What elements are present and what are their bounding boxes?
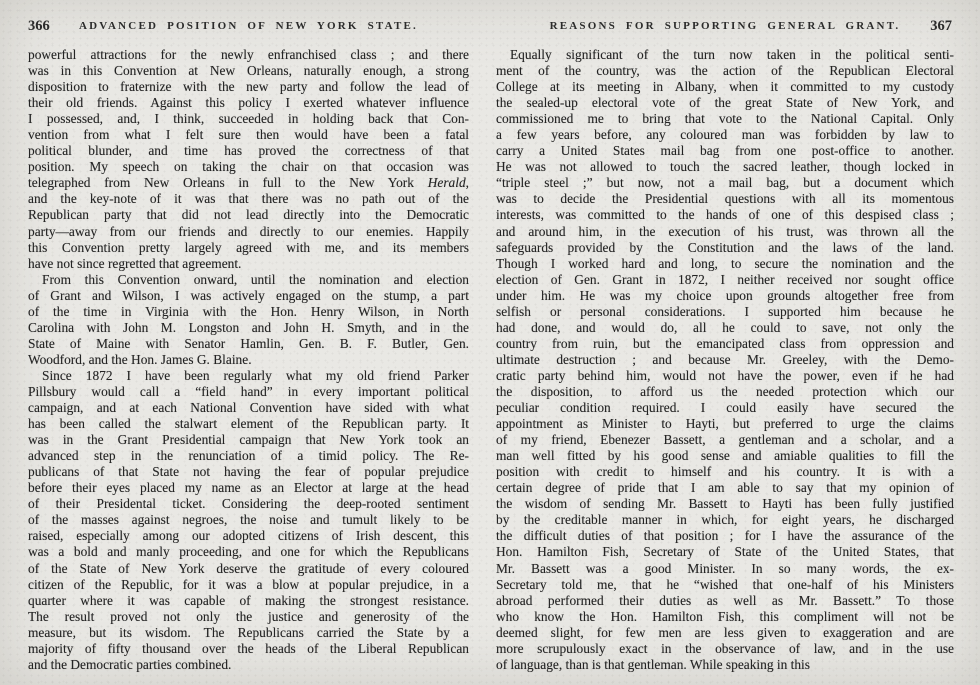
text-line: of their Presidental ticket. Considering the deep-rooted sentiment xyxy=(28,496,469,512)
text-line: who know the Hon. Hamilton Fish, this compliment will not be xyxy=(496,608,954,624)
text-line: cratic party behind him, would not have the power, even if he had xyxy=(496,367,954,383)
text-line: has been called the stalwart element of the Republican party. It xyxy=(28,416,469,432)
text-line: was to decide the Presidential questions with all its momentous xyxy=(496,191,954,207)
text-line: appointment as Minister to Hayti, but preferred to urge the claims xyxy=(496,416,954,432)
page-header xyxy=(496,20,954,38)
text-line: College at its meeting in Albany, when it committed to my custody xyxy=(496,79,954,95)
text-line: Pillsbury would call a “field hand” in every important political xyxy=(28,383,469,399)
text-line: publicans of that State not having the fear of popular prejudice xyxy=(28,464,469,480)
text-line: peculiar condition required. I could easily have secured the xyxy=(496,400,954,416)
text-line: Woodford, and the Hon. James G. Blaine. xyxy=(28,351,252,367)
text-line: of Grant and Wilson, I was actively engaged on the stump, a part xyxy=(28,287,469,303)
text-line: commissioned me to bring that vote to the National Capital. Only xyxy=(496,111,954,127)
text-line: selfish or personal considerations. I supported him because he xyxy=(496,303,954,319)
text-line: party—away from our friends and directly to our enemies. Happily xyxy=(28,223,469,239)
text-line: deemed slight, for few men are less given to exaggeration and are xyxy=(496,624,954,640)
text-line: citizen of the Republic, for it was a blow at popular prejudice, in a xyxy=(28,576,469,592)
text-line: interests, was committed to the hands of one of this despised class ; xyxy=(496,207,954,223)
text-line: abroad performed their duties as well as Mr. Bassett.” To those xyxy=(496,592,954,608)
text-line: the wisdom of sending Mr. Bassett to Hayti has been fully justified xyxy=(496,496,954,512)
text-line: Republican party that did not lead directly into the Democratic xyxy=(28,207,469,223)
text-line: Hon. Hamilton Fish, Secretary of State of the United States, that xyxy=(496,544,954,560)
text-line: safeguards provided by the Constitution and the laws of the land. xyxy=(496,239,954,255)
text-line: was a bold and manly proceeding, and one for which the Republicans xyxy=(28,544,469,560)
text-line: Equally significant of the turn now taken in the political senti- xyxy=(510,47,954,62)
text-line: was in the Grant Presidential campaign that New York took an xyxy=(28,432,469,448)
text-line: “triple steel ;” but now, not a mail bag, but a document which xyxy=(496,175,954,191)
text-line: of the masses against negroes, the noise and tumult likely to be xyxy=(28,512,469,528)
text-line: man well fitted by his good sense and amiable qualities to fill the xyxy=(496,448,954,464)
page-number: 366 xyxy=(28,18,50,34)
text-line: disposition to fraternize with the new party and follow the lead of xyxy=(28,79,469,95)
text-line: and the Democratic parties combined. xyxy=(28,656,232,672)
text-line: and the key-note of it was that there was no path out of the xyxy=(28,191,469,207)
text-line: by the creditable manner in which, for eight years, he discharged xyxy=(496,512,954,528)
text-line: powerful attractions for the newly enfranchised class ; and there xyxy=(28,47,469,62)
text-line: measure, but its wisdom. The Republicans carried the State by a xyxy=(28,624,469,640)
text-line: ultimate destruction ; and because Mr. Greeley, with the Demo- xyxy=(496,351,954,367)
page-366 xyxy=(28,20,469,673)
text-line: position. My speech on taking the chair on that occasion was xyxy=(28,159,469,175)
page-number: 367 xyxy=(930,18,952,34)
text-line: He was not allowed to touch the sacred leather, though locked in xyxy=(496,159,954,175)
text-line: their old friends. Against this policy I exerted whatever influence xyxy=(28,95,469,111)
text-line: the difficult duties of that position ; for I have the assurance of the xyxy=(496,528,954,544)
text-line: Mr. Bassett was a good Minister. In so many words, the ex- xyxy=(496,560,954,576)
text-line: and around him, in the execution of his trust, was thrown all the xyxy=(496,223,954,239)
text-line: the sealed-up electoral vote of the great State of New York, and xyxy=(496,95,954,111)
text-line: of my friend, Ebenezer Bassett, a gentleman and a scholar, and a xyxy=(496,432,954,448)
text-line: telegraphed from New Orleans in full to the New York Herald, xyxy=(28,175,469,191)
text-line: have not since regretted that agreement. xyxy=(28,255,242,271)
text-line: had done, and would do, all he could to save, not only the xyxy=(496,319,954,335)
text-line: election of Gen. Grant in 1872, I neither received nor sought office xyxy=(496,271,954,287)
text-line: country from ruin, but the emancipated class from oppression and xyxy=(496,335,954,351)
text-line: ment of the country, was the action of the Republican Electoral xyxy=(496,63,954,79)
text-line: before their eyes placed my name as an Elector at large at the head xyxy=(28,480,469,496)
text-line: the disposition, to afford us the needed protection which our xyxy=(496,383,954,399)
text-line: quarter where it was capable of making the strongest resistance. xyxy=(28,592,469,608)
page-body xyxy=(28,47,469,673)
text-line: vention from what I felt sure then would have been a fatal xyxy=(28,127,469,143)
running-head: REASONS FOR SUPPORTING GENERAL GRANT. xyxy=(549,20,901,32)
text-line: this Convention pretty largely agreed with me, and its members xyxy=(28,239,469,255)
text-line: The result proved not only the justice and generosity of the xyxy=(28,608,469,624)
text-line: I possessed, and, I think, succeeded in holding back that Con- xyxy=(28,111,469,127)
text-line: State of Maine with Senator Hamlin, Gen. B. F. Butler, Gen. xyxy=(28,335,469,351)
text-line: From this Convention onward, until the nomination and election xyxy=(42,271,469,287)
text-line: of the time in Virginia with the Hon. Henry Wilson, in North xyxy=(28,303,469,319)
page-body xyxy=(496,47,954,673)
text-line: was in this Convention at New Orleans, naturally enough, a strong xyxy=(28,63,469,79)
page-header xyxy=(28,20,469,38)
text-line: certain degree of pride that I am able to say that my opinion of xyxy=(496,480,954,496)
text-line: advanced step in the renunciation of a timid policy. The Re- xyxy=(28,448,469,464)
text-line: carry a United States mail bag from one post-office to another. xyxy=(496,143,954,159)
text-line: Though I worked hard and long, to secure the nomination and the xyxy=(496,255,954,271)
text-line: political blunder, and time has proved the correctness of that xyxy=(28,143,469,159)
text-line: of language, than is that gentleman. While speaking in this xyxy=(496,656,810,672)
text-line: more scrupulously exact in the observance of law, and in the use xyxy=(496,640,954,656)
page-367 xyxy=(496,20,954,673)
text-line: position with credit to himself and his country. It is with a xyxy=(496,464,954,480)
text-line: campaign, and at each National Convention have sided with what xyxy=(28,400,469,416)
text-line: raised, especially among our adopted citizens of Irish descent, this xyxy=(28,528,469,544)
text-line: under him. He was my choice upon grounds altogether free from xyxy=(496,287,954,303)
text-line: Secretary told me, that he “wished that one-half of his Ministers xyxy=(496,576,954,592)
text-line: majority of fifty thousand over the heads of the Liberal Republican xyxy=(28,640,469,656)
text-line: Carolina with John M. Longston and John H. Smyth, and in the xyxy=(28,319,469,335)
text-line: a few years before, any coloured man was forbidden by law to xyxy=(496,127,954,143)
running-head: ADVANCED POSITION OF NEW YORK STATE. xyxy=(79,20,418,32)
text-line: Since 1872 I have been regularly what my old friend Parker xyxy=(42,367,469,383)
text-line: of the State of New York deserve the gratitude of every coloured xyxy=(28,560,469,576)
